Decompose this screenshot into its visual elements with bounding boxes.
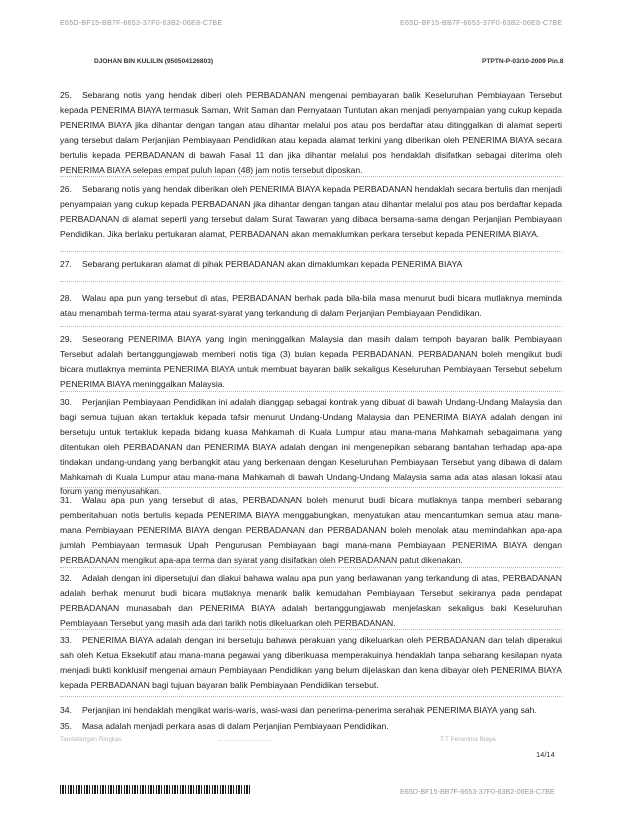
clause-number: 26. bbox=[60, 184, 72, 194]
agreement-reference: PTPTN-P-03/10-2009 Pin.8 bbox=[482, 58, 564, 65]
clause-number: 27. bbox=[60, 259, 72, 269]
document-code-footer: E65D-BF15-BB7F-6653-37F0-63B2-06E8-C7BE bbox=[400, 787, 555, 796]
document-code-header-left: E65D-BF15-BB7F-6653-37F0-63B2-06E8-C7BE bbox=[60, 18, 223, 27]
clause-separator bbox=[60, 251, 562, 252]
clause-text: Masa adalah menjadi perkara asas di dalam Perjanjian Pembiayaan Pendidikan. bbox=[81, 721, 389, 731]
borrower-name-id: DJOHAN BIN KULILIN (950504126803) bbox=[94, 58, 214, 65]
clause-number: 32. bbox=[60, 573, 72, 583]
clause-separator bbox=[60, 176, 562, 177]
clause-text: Perjanjian Pembiayaan Pendidikan ini adalah dianggap sebagai kontrak yang dibuat di bawah Undang-Undang Malaysia dan bagi semua tujuan akan tertakluk kepada tafsir menurut Undang-Undang Malaysia dan PENERIMA BIAYA adalah dengan ini bersetuju untuk tertakluk kepada bidang kuasa Mahkamah di Kuala Lumpur atau mana-mana Mahkamah sebagaimana yang ditentukan oleh PERBADANAN dan PENERIMA BIAYA adalah dengan ini mengenepikan sebarang bantahan terhadap apa-apa tindakan undang-undang yang berbangkit atau yang berkenaan dengan Keseluruhan Pembiayaan Tersebut yang dibawa di dalam Mahkamah di Kuala Lumpur atau mana-mana Mahkamah di bawah Undang-Undang Malaysia sama ada atas alasan lokasi atau forum yang menyusahkan. bbox=[60, 397, 562, 497]
clause-separator bbox=[60, 281, 562, 282]
clause-separator bbox=[60, 567, 562, 568]
clause-separator bbox=[60, 326, 562, 327]
clause-34 bbox=[60, 703, 562, 718]
clause-separator bbox=[60, 629, 562, 630]
clause-29 bbox=[60, 332, 562, 392]
clause-25 bbox=[60, 88, 562, 177]
clause-number: 25. bbox=[60, 90, 72, 100]
clause-separator bbox=[60, 696, 562, 697]
clause-27 bbox=[60, 257, 562, 272]
document-code-header-right: E65D-BF15-BB7F-6653-37F0-63B2-06E8-C7BE bbox=[400, 18, 563, 27]
clause-30 bbox=[60, 395, 562, 499]
clause-text: Walau apa pun yang tersebut di atas, PERBADANAN boleh menurut budi bicara mutlaknya tanpa memberi sebarang pemberitahuan notis bertulis kepada PENERIMA BIAYA menggabungkan, menyatukan atau mencantumkan semua atau mana-mana Pembiayaan PENERIMA BIAYA dengan PERBADANAN dan PERBADANAN boleh menolak atau memindahkan apa-apa jumlah Pembiayaan termasuk Upah Pengurusan Pembiayaan bagi mana-mana Pembiayaan PENERIMA BIAYA dengan PERBADANAN mengikut apa-apa terma dan syarat yang disifatkan oleh PERBADANAN patut dikenakan. bbox=[60, 495, 562, 565]
clause-separator bbox=[60, 487, 562, 488]
clause-number: 35. bbox=[60, 721, 72, 731]
clause-33 bbox=[60, 633, 562, 693]
clause-text: Walau apa pun yang tersebut di atas, PERBADANAN berhak pada bila-bila masa menurut budi bicara mutlaknya meminda atau menambah terma-terma atau syarat-syarat yang terkandung di dalam Perjanjian Pembiayaan Pendidikan. bbox=[60, 293, 562, 318]
clause-32 bbox=[60, 571, 562, 631]
signature-line: .............................. bbox=[218, 736, 272, 743]
clause-separator bbox=[60, 391, 562, 392]
clause-text: Sebarang notis yang hendak diberikan oleh PENERIMA BIAYA kepada PERBADANAN hendaklah secara bertulis dan menjadi penyampaian yang cukup kepada PERBADANAN jika dihantar dengan tangan atau dihantar melalui pos atau pos berdaftar kepada PERBADANAN di alamat seperti yang tersebut dalam Surat Tawaran yang dibaca bersama-sama dengan Perjanjian Pembiayaan Pendidikan. Jika berlaku pertukaran alamat, PERBADANAN akan memaklumkan perkara tersebut kepada PENERIMA BIAYA. bbox=[60, 184, 562, 239]
recipient-label: T.T Penerima Biaya bbox=[440, 736, 496, 743]
clause-text: Perjanjian ini hendaklah mengikat waris-waris, wasi-wasi dan penerima-penerima serahak PENERIMA BIAYA yang sah. bbox=[81, 705, 537, 715]
clause-number: 34. bbox=[60, 705, 72, 715]
clause-text: Adalah dengan ini dipersetujui dan diakui bahawa walau apa pun yang berlawanan yang terkandung di atas, PERBADANAN adalah berhak menurut budi bicara mutlaknya menarik balik kemudahan Pembiayaan Tersebut sekiranya pada pendapat PERBADANAN munasabah dan PENERIMA BIAYA adalah bertanggungjawab menjelaskan sekaligus baki Keseluruhan Pembiayaan Tersebut yang masih ada dari tarikh notis dikeluarkan oleh PERBADANAN. bbox=[60, 573, 562, 628]
clause-text: PENERIMA BIAYA adalah dengan ini bersetuju bahawa perakuan yang dikeluarkan oleh PERBADANAN dan telah diperakui sah oleh Ketua Eksekutif atau mana-mana pegawai yang diberikuasa memperakuinya hendaklah tanpa sebarang kesilapan nyata menjadi bukti konklusif mengenai amaun Pembiayaan Pendidikan yang belum dijelaskan dan kena dibayar oleh PENERIMA BIAYA kepada PERBADANAN bagi tujuan bayaran balik Pembiayaan Pendidikan tersebut. bbox=[60, 635, 562, 690]
clause-number: 33. bbox=[60, 635, 72, 645]
clause-26 bbox=[60, 182, 562, 242]
clause-number: 29. bbox=[60, 334, 72, 344]
clause-number: 30. bbox=[60, 397, 72, 407]
clause-31 bbox=[60, 493, 562, 568]
clause-text: Seseorang PENERIMA BIAYA yang ingin meninggalkan Malaysia dan masih dalam tempoh bayaran balik Pembiayaan Tersebut adalah bertanggungjawab memberi notis tiga (3) bulan kepada PERBADANAN. PERBADANAN boleh mengikut budi bicara mutlaknya meminta PENERIMA BIAYA untuk membuat bayaran balik sekaligus Keseluruhan Pembiayaan Tersebut sebelum PENERIMA BIAYA meninggalkan Malaysia. bbox=[60, 334, 562, 389]
clause-text: Sebarang pertukaran alamat di pihak PERBADANAN akan dimaklumkan kepada PENERIMA BIAYA bbox=[81, 259, 463, 269]
clause-number: 28. bbox=[60, 293, 72, 303]
clause-number: 31. bbox=[60, 495, 72, 505]
clause-28 bbox=[60, 291, 562, 321]
clause-35 bbox=[60, 719, 562, 734]
initials-label: Tandatangan Ringkas bbox=[60, 736, 122, 743]
clause-text: Sebarang notis yang hendak diberi oleh PERBADANAN mengenai pembayaran balik Keseluruhan Pembiayaan Tersebut kepada PENERIMA BIAYA termasuk Saman, Writ Saman dan Pernyataan Tuntutan akan menjadi penyampaian yang cukup kepada PENERIMA BIAYA jika dihantar dengan tangan atau dihantar melalui pos atau pos berdaftar atau ditinggalkan di alamat seperti yang tersebut dalam Perjanjian Pembiayaan Pendidikan atau kepada alamat terkini yang diberikan oleh PENERIMA BIAYA secara bertulis kepada PERBADANAN di bawah Fasal 11 dan jika dihantar melalui pos hendaklah disifatkan sebagai diterima oleh PENERIMA BIAYA selepas empat puluh lapan (48) jam notis tersebut diposkan. bbox=[60, 90, 562, 175]
page-number: 14/14 bbox=[536, 750, 555, 759]
barcode bbox=[60, 785, 250, 794]
